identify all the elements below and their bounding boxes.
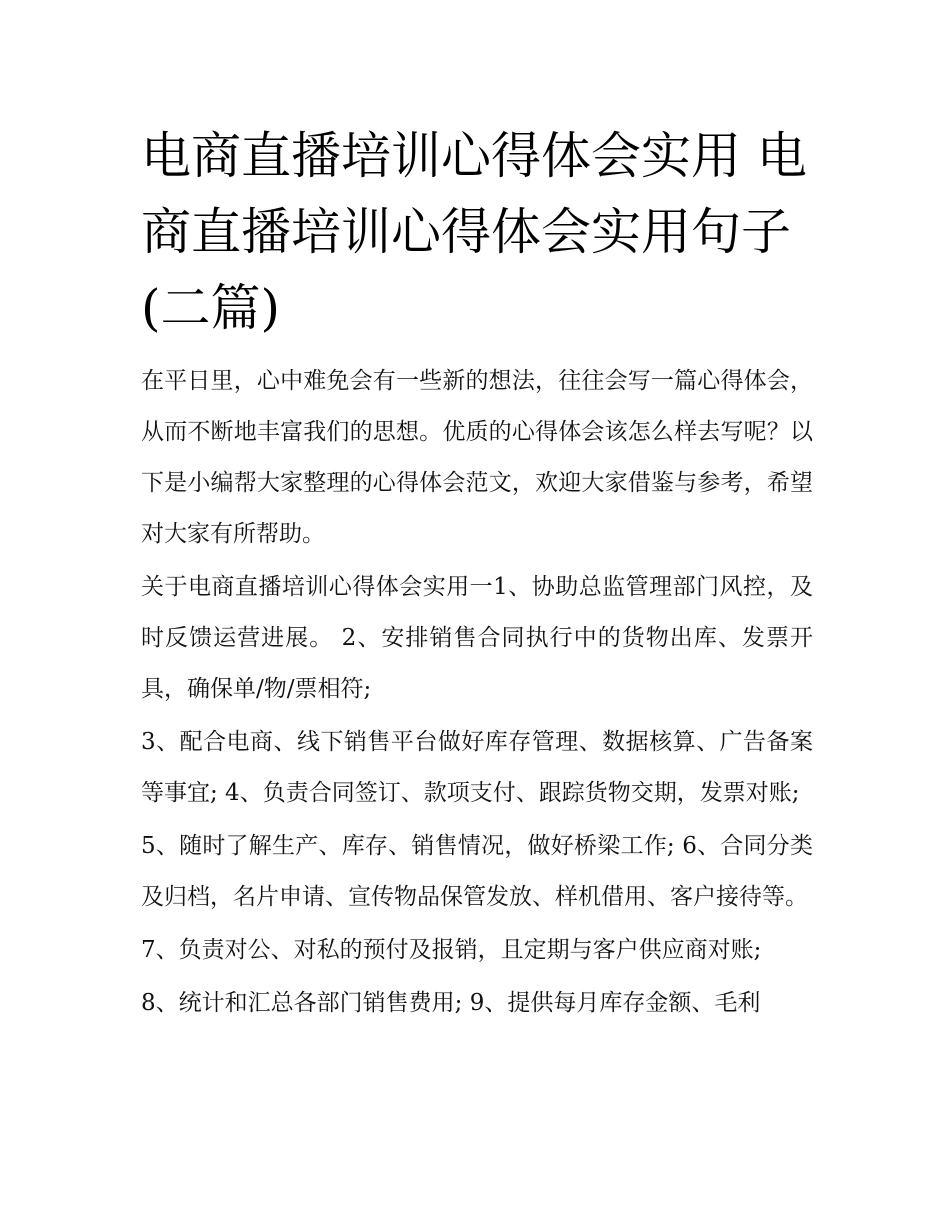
paragraph-item-8-9: 8、统计和汇总各部门销售费用; 9、提供每月库存金额、毛利 — [141, 990, 761, 1016]
document-body — [141, 118, 813, 1029]
title-block — [141, 118, 813, 346]
document-title: 电商直播培训心得体会实用 电商直播培训心得体会实用句子(二篇) — [141, 127, 807, 337]
paragraph-intro: 在平日里，心中难免会有一些新的想法，往往会写一篇心得体会，从而不断地丰富我们的思想。优质的心得体会该怎么样去写呢？以下是小编帮大家整理的心得体会范文，欢迎大家借鉴与参考，希望对大家有所帮助。 — [141, 368, 813, 547]
paragraph-item-1-2: 关于电商直播培训心得体会实用一1、协助总监管理部门风控，及时反馈运营进展。 2、安排销售合同执行中的货物出库、发票开具，确保单/物/票相符; — [141, 574, 813, 702]
paragraph-item-7: 7、负责对公、对私的预付及报销，且定期与客户供应商对账; — [141, 937, 762, 963]
paragraph-item-5-6: 5、随时了解生产、库存、销售情况，做好桥梁工作; 6、合同分类及归档，名片申请、宣传物品保管发放、样机借用、客户接待等。 — [141, 833, 813, 910]
paragraph-item-3-4: 3、配合电商、线下销售平台做好库存管理、数据核算、广告备案等事宜; 4、负责合同签订、款项支付、跟踪货物交期，发票对账; — [141, 729, 813, 806]
